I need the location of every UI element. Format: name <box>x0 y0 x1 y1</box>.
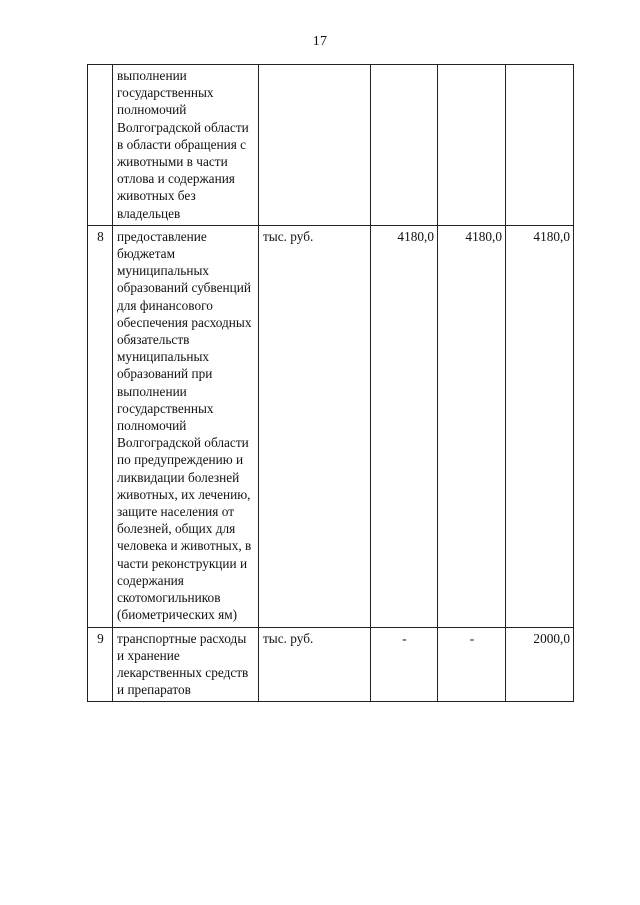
description-cell: транспортные расходы и хранение лекарственных средств и препаратов <box>113 627 259 702</box>
row-number-cell: 9 <box>88 627 113 702</box>
table-row <box>88 627 574 702</box>
value-cell-1 <box>371 65 438 226</box>
description-cell: предоставление бюджетам муниципальных образований субвенций для финансового обеспечения расходных обязательств муниципальных образований при выполнении государственных полномочий Волгоградской области по предупреждению и ликвидации болезней животных, их лечению, защите населения от болезней, общих для человека и животных, в части реконструкции и содержания скотомогильников (биометрических ям) <box>113 225 259 627</box>
value-cell-2: - <box>438 627 506 702</box>
unit-cell <box>259 65 371 226</box>
value-cell-2 <box>438 65 506 226</box>
value-cell-1: - <box>371 627 438 702</box>
value-cell-3: 4180,0 <box>506 225 574 627</box>
budget-table <box>87 64 574 702</box>
value-cell-2: 4180,0 <box>438 225 506 627</box>
description-cell: выполнении государственных полномочий Волгоградской области в области обращения с животными в части отлова и содержания животных без владельцев <box>113 65 259 226</box>
table-row <box>88 225 574 627</box>
table-row <box>88 65 574 226</box>
row-number-cell: 8 <box>88 225 113 627</box>
value-cell-3: 2000,0 <box>506 627 574 702</box>
unit-cell: тыс. руб. <box>259 627 371 702</box>
page-number: 17 <box>312 34 328 49</box>
row-number-cell <box>88 65 113 226</box>
unit-cell: тыс. руб. <box>259 225 371 627</box>
value-cell-1: 4180,0 <box>371 225 438 627</box>
value-cell-3 <box>506 65 574 226</box>
